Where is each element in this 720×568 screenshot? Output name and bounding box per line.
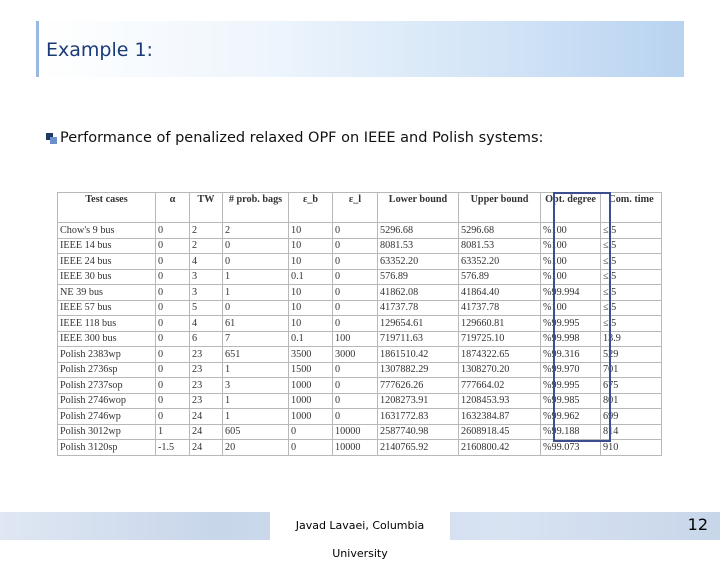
table-cell: 0	[156, 300, 190, 316]
slide-title-bar	[36, 21, 684, 77]
table-cell: 24	[190, 440, 223, 456]
table-cell: 0	[333, 393, 378, 409]
column-header: Upper bound	[459, 193, 541, 223]
bullet-square-icon	[46, 133, 57, 144]
table-cell: %99.995	[541, 316, 601, 332]
table-cell: Polish 2737sop	[58, 378, 156, 394]
table-cell: ≤ 5	[601, 269, 662, 285]
table-cell: 10	[289, 254, 333, 270]
table-cell: 24	[190, 409, 223, 425]
table-cell: 6	[190, 331, 223, 347]
table-cell: 63352.20	[378, 254, 459, 270]
table-row	[58, 223, 662, 239]
table-cell: 1	[223, 285, 289, 301]
table-cell: 1874322.65	[459, 347, 541, 363]
table-cell: IEEE 30 bus	[58, 269, 156, 285]
table-cell: %100	[541, 238, 601, 254]
column-header: Com. time	[601, 193, 662, 223]
table-cell: 1	[223, 393, 289, 409]
table-cell: 0	[289, 424, 333, 440]
results-table-wrap	[57, 192, 661, 453]
table-cell: 3500	[289, 347, 333, 363]
table-cell: 129654.61	[378, 316, 459, 332]
table-cell: 0	[333, 223, 378, 239]
table-cell: 2	[190, 238, 223, 254]
table-cell: 910	[601, 440, 662, 456]
table-cell: NE 39 bus	[58, 285, 156, 301]
table-cell: 0	[333, 300, 378, 316]
table-cell: %99.985	[541, 393, 601, 409]
table-cell: 23	[190, 362, 223, 378]
table-cell: 2	[190, 223, 223, 239]
table-cell: %99.188	[541, 424, 601, 440]
table-cell: 3	[190, 269, 223, 285]
table-cell: 777626.26	[378, 378, 459, 394]
column-header: Lower bound	[378, 193, 459, 223]
slide-title: Example 1:	[46, 39, 153, 61]
table-cell: 1	[223, 409, 289, 425]
table-cell: 13.9	[601, 331, 662, 347]
table-cell: 2	[223, 223, 289, 239]
table-cell: 10	[289, 285, 333, 301]
table-cell: 0	[156, 378, 190, 394]
table-cell: 0	[156, 347, 190, 363]
column-header: Test cases	[58, 193, 156, 223]
table-cell: 0	[289, 440, 333, 456]
table-header-row	[58, 193, 662, 223]
table-cell: 23	[190, 378, 223, 394]
table-cell: %100	[541, 269, 601, 285]
table-cell: 0	[156, 409, 190, 425]
table-cell: 3000	[333, 347, 378, 363]
table-cell: %100	[541, 300, 601, 316]
table-row	[58, 393, 662, 409]
table-cell: 1500	[289, 362, 333, 378]
results-table	[57, 192, 662, 456]
table-cell: 651	[223, 347, 289, 363]
table-cell: 10	[289, 238, 333, 254]
table-cell: 0	[156, 285, 190, 301]
table-cell: 0	[333, 269, 378, 285]
table-cell: 5296.68	[378, 223, 459, 239]
table-cell: 0	[333, 254, 378, 270]
table-cell: 0.1	[289, 269, 333, 285]
table-cell: Polish 3120sp	[58, 440, 156, 456]
table-cell: 0	[156, 269, 190, 285]
table-cell: 3	[190, 285, 223, 301]
table-cell: 7	[223, 331, 289, 347]
table-cell: 41737.78	[378, 300, 459, 316]
table-row	[58, 316, 662, 332]
table-cell: %99.073	[541, 440, 601, 456]
table-cell: 1308270.20	[459, 362, 541, 378]
table-cell: 675	[601, 378, 662, 394]
table-cell: 23	[190, 393, 223, 409]
table-cell: 10000	[333, 440, 378, 456]
table-cell: 0	[223, 254, 289, 270]
table-cell: %100	[541, 223, 601, 239]
table-cell: %99.970	[541, 362, 601, 378]
table-row	[58, 254, 662, 270]
page-number: 12	[687, 515, 708, 534]
table-cell: 0	[156, 238, 190, 254]
table-row	[58, 331, 662, 347]
table-row	[58, 347, 662, 363]
table-cell: Polish 2736sp	[58, 362, 156, 378]
table-cell: 0	[333, 362, 378, 378]
table-cell: Chow's 9 bus	[58, 223, 156, 239]
table-cell: 1632384.87	[459, 409, 541, 425]
table-cell: 24	[190, 424, 223, 440]
table-row	[58, 300, 662, 316]
table-row	[58, 378, 662, 394]
table-cell: 10	[289, 316, 333, 332]
table-cell: IEEE 300 bus	[58, 331, 156, 347]
table-row	[58, 269, 662, 285]
table-cell: %99.994	[541, 285, 601, 301]
table-row	[58, 362, 662, 378]
table-cell: 1208453.93	[459, 393, 541, 409]
footer-bar	[0, 512, 720, 560]
table-cell: 41862.08	[378, 285, 459, 301]
table-cell: 61	[223, 316, 289, 332]
table-row	[58, 409, 662, 425]
table-cell: %100	[541, 254, 601, 270]
table-row	[58, 238, 662, 254]
table-cell: 2140765.92	[378, 440, 459, 456]
table-cell: 701	[601, 362, 662, 378]
table-cell: 1631772.83	[378, 409, 459, 425]
table-cell: 0	[223, 238, 289, 254]
table-cell: 0	[333, 409, 378, 425]
table-cell: 576.89	[378, 269, 459, 285]
table-cell: 699	[601, 409, 662, 425]
table-cell: 0	[156, 316, 190, 332]
table-cell: Polish 2746wp	[58, 409, 156, 425]
table-cell: 2587740.98	[378, 424, 459, 440]
bullet-line	[46, 130, 543, 146]
table-cell: 0	[333, 238, 378, 254]
footer-author: Javad Lavaei, Columbia University	[270, 512, 450, 540]
table-cell: %99.998	[541, 331, 601, 347]
table-cell: 777664.02	[459, 378, 541, 394]
table-cell: 576.89	[459, 269, 541, 285]
column-header: TW	[190, 193, 223, 223]
table-cell: Polish 2746wop	[58, 393, 156, 409]
table-cell: 1	[156, 424, 190, 440]
table-cell: 10000	[333, 424, 378, 440]
table-cell: 2608918.45	[459, 424, 541, 440]
table-cell: 3	[223, 378, 289, 394]
table-cell: 10	[289, 300, 333, 316]
table-cell: 41864.40	[459, 285, 541, 301]
table-row	[58, 285, 662, 301]
table-cell: ≤ 5	[601, 254, 662, 270]
table-cell: 1861510.42	[378, 347, 459, 363]
table-cell: ≤ 5	[601, 238, 662, 254]
table-body	[58, 223, 662, 456]
table-cell: 0	[333, 378, 378, 394]
table-cell: %99.316	[541, 347, 601, 363]
table-cell: 1000	[289, 378, 333, 394]
bullet-text: Performance of penalized relaxed OPF on IEEE and Polish systems:	[60, 130, 544, 146]
table-cell: 129660.81	[459, 316, 541, 332]
table-cell: 719725.10	[459, 331, 541, 347]
table-row	[58, 424, 662, 440]
table-cell: 0	[156, 393, 190, 409]
table-cell: Polish 3012wp	[58, 424, 156, 440]
table-cell: 2160800.42	[459, 440, 541, 456]
table-cell: 20	[223, 440, 289, 456]
table-cell: 1000	[289, 409, 333, 425]
table-cell: 8081.53	[459, 238, 541, 254]
table-cell: 1	[223, 362, 289, 378]
table-cell: 4	[190, 254, 223, 270]
table-cell: 1	[223, 269, 289, 285]
column-header: Opt. degree	[541, 193, 601, 223]
table-cell: 8081.53	[378, 238, 459, 254]
column-header: # prob. bags	[223, 193, 289, 223]
column-header: α	[156, 193, 190, 223]
table-cell: 0.1	[289, 331, 333, 347]
table-cell: IEEE 118 bus	[58, 316, 156, 332]
table-row	[58, 440, 662, 456]
table-cell: 4	[190, 316, 223, 332]
table-cell: %99.995	[541, 378, 601, 394]
table-cell: ≤ 5	[601, 285, 662, 301]
table-cell: 1208273.91	[378, 393, 459, 409]
table-cell: IEEE 57 bus	[58, 300, 156, 316]
table-cell: 5	[190, 300, 223, 316]
table-cell: 0	[156, 331, 190, 347]
table-cell: ≤ 5	[601, 316, 662, 332]
table-cell: 529	[601, 347, 662, 363]
table-cell: IEEE 14 bus	[58, 238, 156, 254]
table-cell: 1000	[289, 393, 333, 409]
column-header: ε_l	[333, 193, 378, 223]
table-cell: 63352.20	[459, 254, 541, 270]
table-cell: 23	[190, 347, 223, 363]
table-cell: 719711.63	[378, 331, 459, 347]
table-cell: 801	[601, 393, 662, 409]
table-cell: 0	[223, 300, 289, 316]
table-cell: 0	[156, 223, 190, 239]
table-cell: 0	[156, 362, 190, 378]
table-cell: 0	[333, 285, 378, 301]
table-cell: ≤ 5	[601, 223, 662, 239]
table-cell: 0	[333, 316, 378, 332]
table-cell: 1307882.29	[378, 362, 459, 378]
column-header: ε_b	[289, 193, 333, 223]
table-cell: -1.5	[156, 440, 190, 456]
table-cell: 5296.68	[459, 223, 541, 239]
table-cell: 100	[333, 331, 378, 347]
table-cell: 814	[601, 424, 662, 440]
table-cell: Polish 2383wp	[58, 347, 156, 363]
table-cell: 0	[156, 254, 190, 270]
table-cell: IEEE 24 bus	[58, 254, 156, 270]
table-cell: 41737.78	[459, 300, 541, 316]
table-cell: %99.962	[541, 409, 601, 425]
table-cell: 10	[289, 223, 333, 239]
table-cell: 605	[223, 424, 289, 440]
table-cell: ≤ 5	[601, 300, 662, 316]
